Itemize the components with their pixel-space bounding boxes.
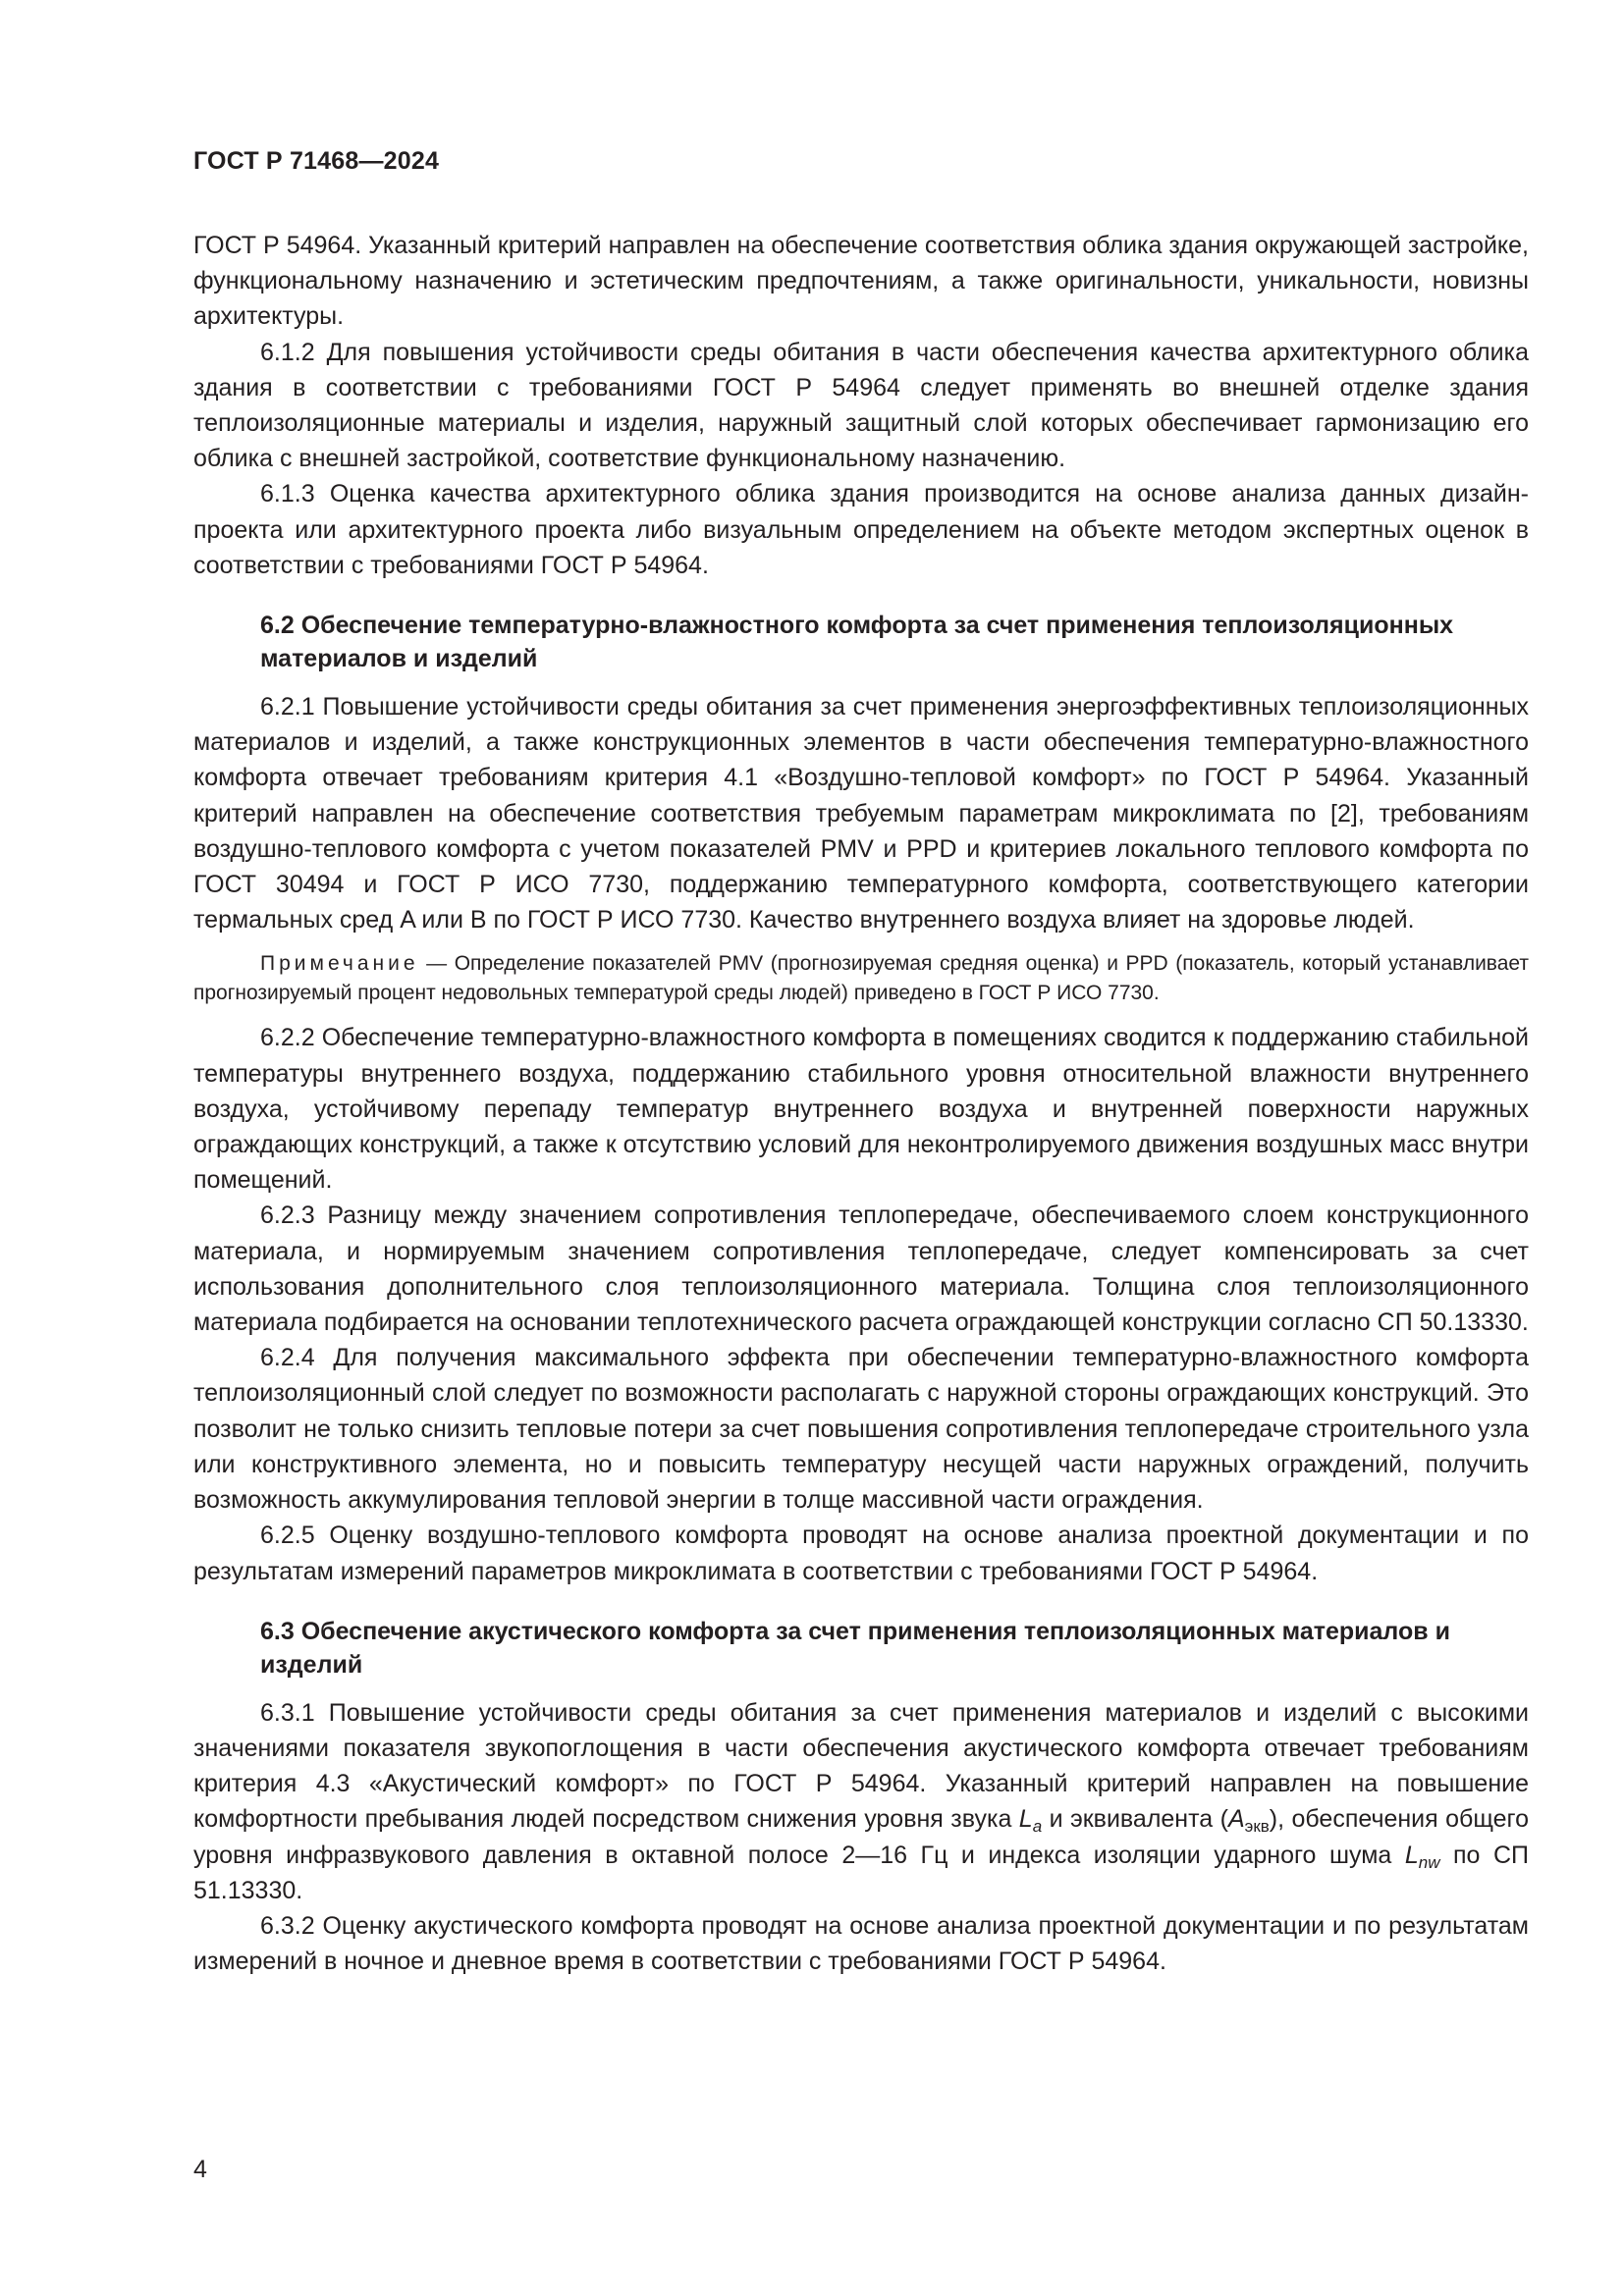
paragraph-6-3-2: 6.3.2 Оценку акустического комфорта проводят на основе анализа проектной документации и по результатам измерений в ночное и дневное время в соответствии с требованиями ГОСТ Р 54964. [193, 1911, 1529, 1976]
paragraph-6-2-4: 6.2.4 Для получения максимального эффекта при обеспечении температурно-влажностного комфорта теплоизоляционный слой следует по возможности располагать с наружной стороны ограждающих конструкций. Это позволит не только снизить тепловые потери за счет повышения сопротивления теплопередаче строительного узла или конструктивного элемента, но и повысить температуру несущей части наружных ограждений, получить возможность аккумулирования тепловой энергии в толще массивной части ограждения. [193, 1344, 1529, 1515]
paragraph-6-2-5: 6.2.5 Оценку воздушно-теплового комфорта проводят на основе анализа проектной документации и по результатам измерений параметров микроклимата в соответствии с требованиями ГОСТ Р 54964. [193, 1522, 1529, 1585]
document-header: ГОСТ Р 71468—2024 [193, 147, 440, 175]
paragraph-6-1-3: 6.1.3 Оценка качества архитектурного облика здания производится на основе анализа данных дизайн-проекта или архитектурного проекта либо визуальным определением на объекте методом экспертных оценок в соответствии с требованиями ГОСТ Р 54964. [193, 480, 1529, 579]
subscript-a: a [1032, 1817, 1043, 1837]
paragraph-6-3-1-text-4: по СП 51.13330. [193, 1841, 1529, 1904]
intro-paragraph: ГОСТ Р 54964. Указанный критерий направлен на обеспечение соответствия облика здания окружающей застройке, функциональному назначению и эстетическим предпочтениям, а также оригинальности, уникальности, новизны архитектуры. [193, 232, 1529, 331]
symbol-l-nw: L [1404, 1841, 1419, 1869]
paragraph-6-2-2: 6.2.2 Обеспечение температурно-влажностного комфорта в помещениях сводится к поддержанию стабильной температуры внутреннего воздуха, поддержанию стабильного уровня относительной влажности внутреннего воздуха, устойчивому перепаду температур внутреннего воздуха и внутренней поверхности наружных ограждающих конструкций, а также к отсутствию условий для неконтролируемого движения воздушных масс внутри помещений. [193, 1024, 1529, 1195]
symbol-a: A [1227, 1805, 1245, 1834]
paragraph-6-2-3: 6.2.3 Разницу между значением сопротивления теплопередаче, обеспечиваемого слоем конструкционного материала, и нормируемым значением сопротивления теплопередаче, следует компенсировать за счет использования дополнительного слоя теплоизоляционного материала. Толщина слоя теплоизоляционного материала подбирается на основании теплотехнического расчета ограждающей конструкции согласно СП 50.13330. [193, 1201, 1529, 1337]
paragraph-6-3-1-text-3: ), обеспечения общего уровня инфразвукового давления в октавной полосе 2—16 Гц и индекса изоляции ударного шума [193, 1805, 1530, 1869]
subscript-ekv: экв [1244, 1817, 1270, 1837]
page-number: 4 [193, 2156, 207, 2183]
document-body [193, 228, 1529, 1979]
section-heading-6-3: 6.3 Обеспечение акустического комфорта за счет применения теплоизоляционных материалов и изделий [260, 1617, 1450, 1679]
note-label: Примечание [260, 952, 419, 976]
note-text: — Определение показателей PMV (прогнозируемая средняя оценка) и PPD (показатель, который устанавливает прогнозируемый процент недовольных температурой среды людей) приведено в ГОСТ Р ИСО 7730. [193, 952, 1529, 1005]
paragraph-6-1-2: 6.1.2 Для повышения устойчивости среды обитания в части обеспечения качества архитектурного облика здания в соответствии с требованиями ГОСТ Р 54964 следует применять во внешней отделке здания теплоизоляционные материалы и изделия, наружный защитный слой которых обеспечивает гармонизацию его облика с внешней застройкой, соответствие функциональному назначению. [193, 338, 1529, 473]
symbol-l: L [1018, 1805, 1033, 1834]
paragraph-6-3-1-text-2: и эквивалента ( [1042, 1805, 1228, 1834]
subscript-nw: nw [1418, 1852, 1440, 1872]
paragraph-6-3-1 [193, 1695, 1529, 1908]
note [193, 949, 1529, 1008]
paragraph-6-3-1-text-1: 6.3.1 Повышение устойчивости среды обитания за счет применения материалов и изделий с высокими значениями показателя звукопоглощения в части обеспечения акустического комфорта отвечает требованиям критерия 4.3 «Акустический комфорт» по ГОСТ Р 54964. Указанный критерий направлен на повышение комфортности пребывания людей посредством снижения уровня звука [193, 1698, 1529, 1834]
paragraph-6-2-1: 6.2.1 Повышение устойчивости среды обитания за счет применения энергоэффективных теплоизоляционных материалов и изделий, а также конструкционных элементов в части обеспечения температурно-влажностного комфорта отвечает требованиям критерия 4.1 «Воздушно-тепловой комфорт» по ГОСТ Р 54964. Указанный критерий направлен на обеспечение соответствия требуемым параметрам микроклимата по [2], требованиям воздушно-теплового комфорта с учетом показателей PMV и PPD и критериев локального теплового комфорта по ГОСТ 30494 и ГОСТ Р ИСО 7730, поддержанию температурного комфорта, соответствующего категории термальных сред A или B по ГОСТ Р ИСО 7730. Качество внутреннего воздуха влияет на здоровье людей. [193, 693, 1529, 934]
section-heading-6-2: 6.2 Обеспечение температурно-влажностного комфорта за счет применения теплоизоляционных материалов и изделий [260, 612, 1454, 673]
